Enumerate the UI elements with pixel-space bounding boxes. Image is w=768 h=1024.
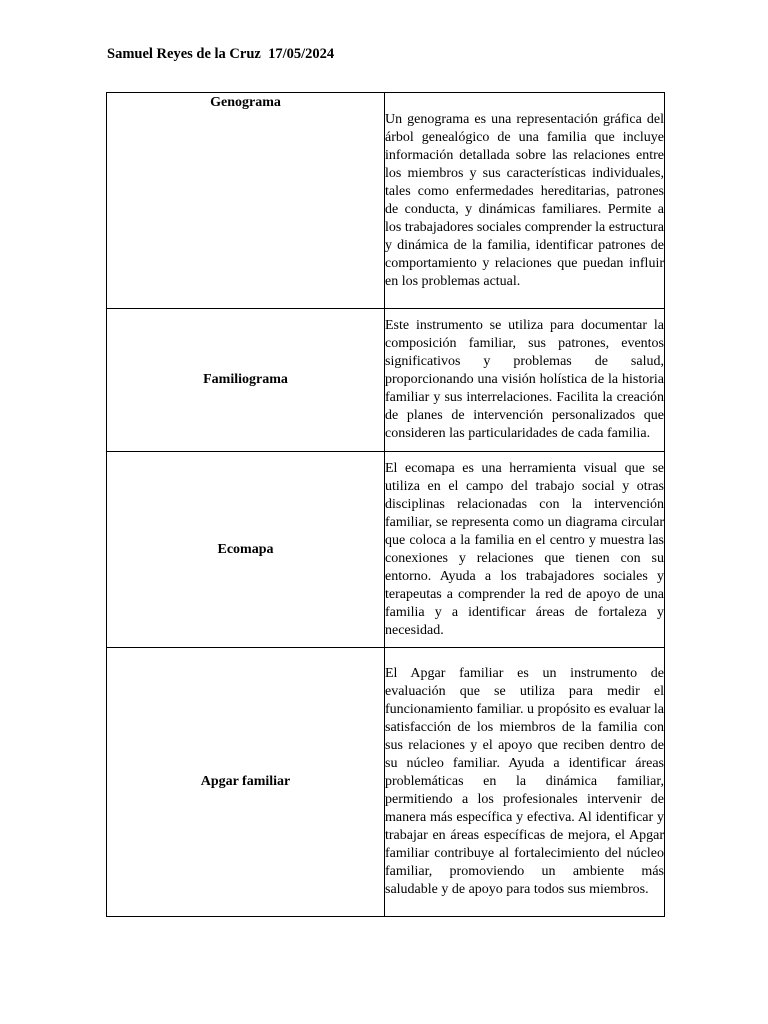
description-cell: El ecomapa es una herramienta visual que se utiliza en el campo del trabajo social y otras disciplinas relacionadas con la intervención familiar, se representa como un diagrama circular que coloca a la familia en el centro y muestra las conexiones y relaciones que tienen con su entorno. Ayuda a los trabajadores sociales y terapeutas a comprender la red de apoyo de una familia y a identificar áreas de fortaleza y necesidad. — [385, 452, 665, 648]
author-name: Samuel Reyes de la Cruz — [107, 46, 261, 62]
term-cell: Familiograma — [107, 309, 385, 452]
description-cell: El Apgar familiar es un instrumento de evaluación que se utiliza para medir el funcionamiento familiar. u propósito es evaluar la satisfacción de los miembros de la familia con sus relaciones y el apoyo que reciben dentro de su núcleo familiar. Ayuda a identificar áreas problemáticas en la dinámica familiar, permitiendo a los profesionales intervenir de manera más específica y efectiva. Al identificar y trabajar en áreas específicas de mejora, el Apgar familiar contribuye al fortalecimiento del núcleo familiar, promoviendo un ambiente más saludable y de apoyo para todos sus miembros. — [385, 648, 665, 917]
term-cell: Apgar familiar — [107, 648, 385, 917]
table-row — [107, 309, 665, 452]
term-cell: Ecomapa — [107, 452, 385, 648]
instruments-table — [106, 92, 665, 917]
description-cell: Un genograma es una representación gráfica del árbol genealógico de una familia que incluye información detallada sobre las relaciones entre los miembros y sus características individuales, tales como enfermedades hereditarias, patrones de conducta, y dinámicas familiares. Permite a los trabajadores sociales comprender la estructura y dinámica de la familia, identificar patrones de comportamiento y relaciones que puedan influir en los problemas actual. — [385, 93, 665, 309]
document-date: 17/05/2024 — [268, 46, 335, 62]
table-row — [107, 648, 665, 917]
document-header — [107, 46, 334, 63]
table-row — [107, 93, 665, 309]
description-cell: Este instrumento se utiliza para documentar la composición familiar, sus patrones, eventos significativos y problemas de salud, proporcionando una visión holística de la historia familiar y sus interrelaciones. Facilita la creación de planes de intervención personalizados que consideren las particularidades de cada familia. — [385, 309, 665, 452]
table-row — [107, 452, 665, 648]
term-cell: Genograma — [107, 93, 385, 309]
